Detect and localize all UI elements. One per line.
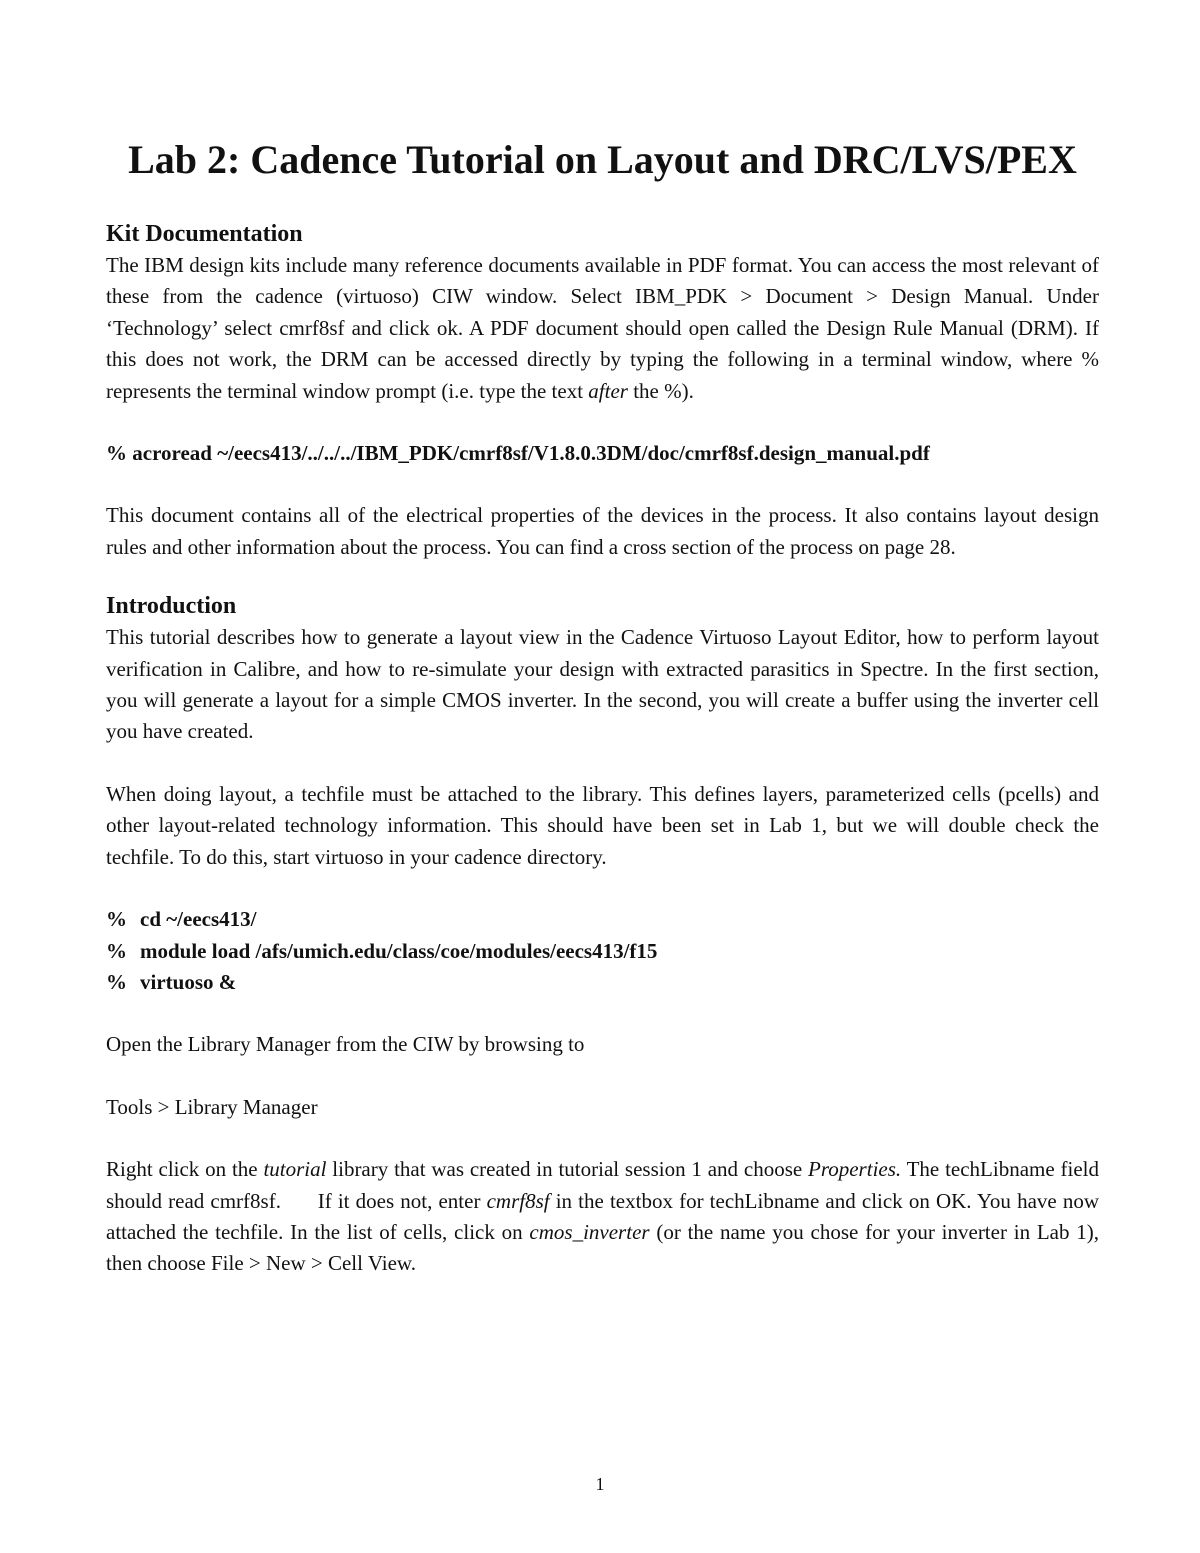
page-content: [106, 134, 1099, 1280]
introduction-paragraph-1: This tutorial describes how to generate a layout view in the Cadence Virtuoso Layout Editor, how to perform layout verification in Calibre, and how to re-simulate your design with extracted parasitics in Spectre. In the first section, you will generate a layout for a simple CMOS inverter. In the second, you will create a buffer using the inverter cell you have created.: [106, 625, 1099, 744]
cmos-inverter-emphasis: cmos_inverter: [529, 1219, 650, 1244]
menu-path: Tools > Library Manager: [106, 1094, 318, 1119]
kit-documentation-heading: Kit Documentation: [106, 221, 303, 247]
introduction-paragraph-3: Open the Library Manager from the CIW by browsing to: [106, 1032, 585, 1057]
document-title: Lab 2: Cadence Tutorial on Layout and DRC/LVS/PEX: [128, 137, 1077, 182]
command-line: % virtuoso &: [106, 969, 237, 994]
properties-emphasis: Properties.: [808, 1157, 902, 1182]
introduction-paragraph-2: When doing layout, a techfile must be attached to the library. This defines layers, parameterized cells (pcells) and other layout-related technology information. This should have been set in Lab 1, but we will double check the techfile. To do this, start virtuoso in your cadence directory.: [106, 781, 1099, 869]
after-emphasis: after: [588, 378, 628, 403]
acroread-command: % acroread ~/eecs413/../../../IBM_PDK/cmrf8sf/V1.8.0.3DM/doc/cmrf8sf.design_manual.pdf: [106, 441, 930, 466]
tutorial-emphasis: tutorial: [263, 1157, 327, 1182]
introduction-heading: Introduction: [106, 593, 237, 620]
kit-documentation-paragraph-2: This document contains all of the electrical properties of the devices in the process. It also contains layout design rules and other information about the process. You can find a cross section of the process on page 28.: [106, 503, 1099, 559]
page-number: 1: [595, 1474, 605, 1494]
cmrf8sf-emphasis: cmrf8sf: [486, 1188, 550, 1213]
command-list: [106, 904, 1099, 998]
command-line: % cd ~/eecs413/: [106, 907, 257, 932]
kit-documentation-paragraph-1: The IBM design kits include many reference documents available in PDF format. You can access the most relevant of these from the cadence (virtuoso) CIW window. Select IBM_PDK > Document > Design Manual. Under ‘Technology’ select cmrf8sf and click ok. A PDF document should open called the Design Rule Manual (DRM). If this does not work, the DRM can be accessed directly by typing the following in a terminal window, where % represents the terminal window prompt (i.e. type the text after the %).: [106, 253, 1099, 403]
command-line: % module load /afs/umich.edu/class/coe/modules/eecs413/f15: [106, 938, 658, 963]
introduction-paragraph-4: Right click on the tutorial library that was created in tutorial session 1 and choose Properties. The techLibname field should read cmrf8sf. If it does not, enter cmrf8sf in the textbox for techLibname and click on OK. You have now attached the techfile. In the list of cells, click on cmos_inverter (or the name you chose for your inverter in Lab 1), then choose File > New > Cell View.: [106, 1157, 1100, 1276]
